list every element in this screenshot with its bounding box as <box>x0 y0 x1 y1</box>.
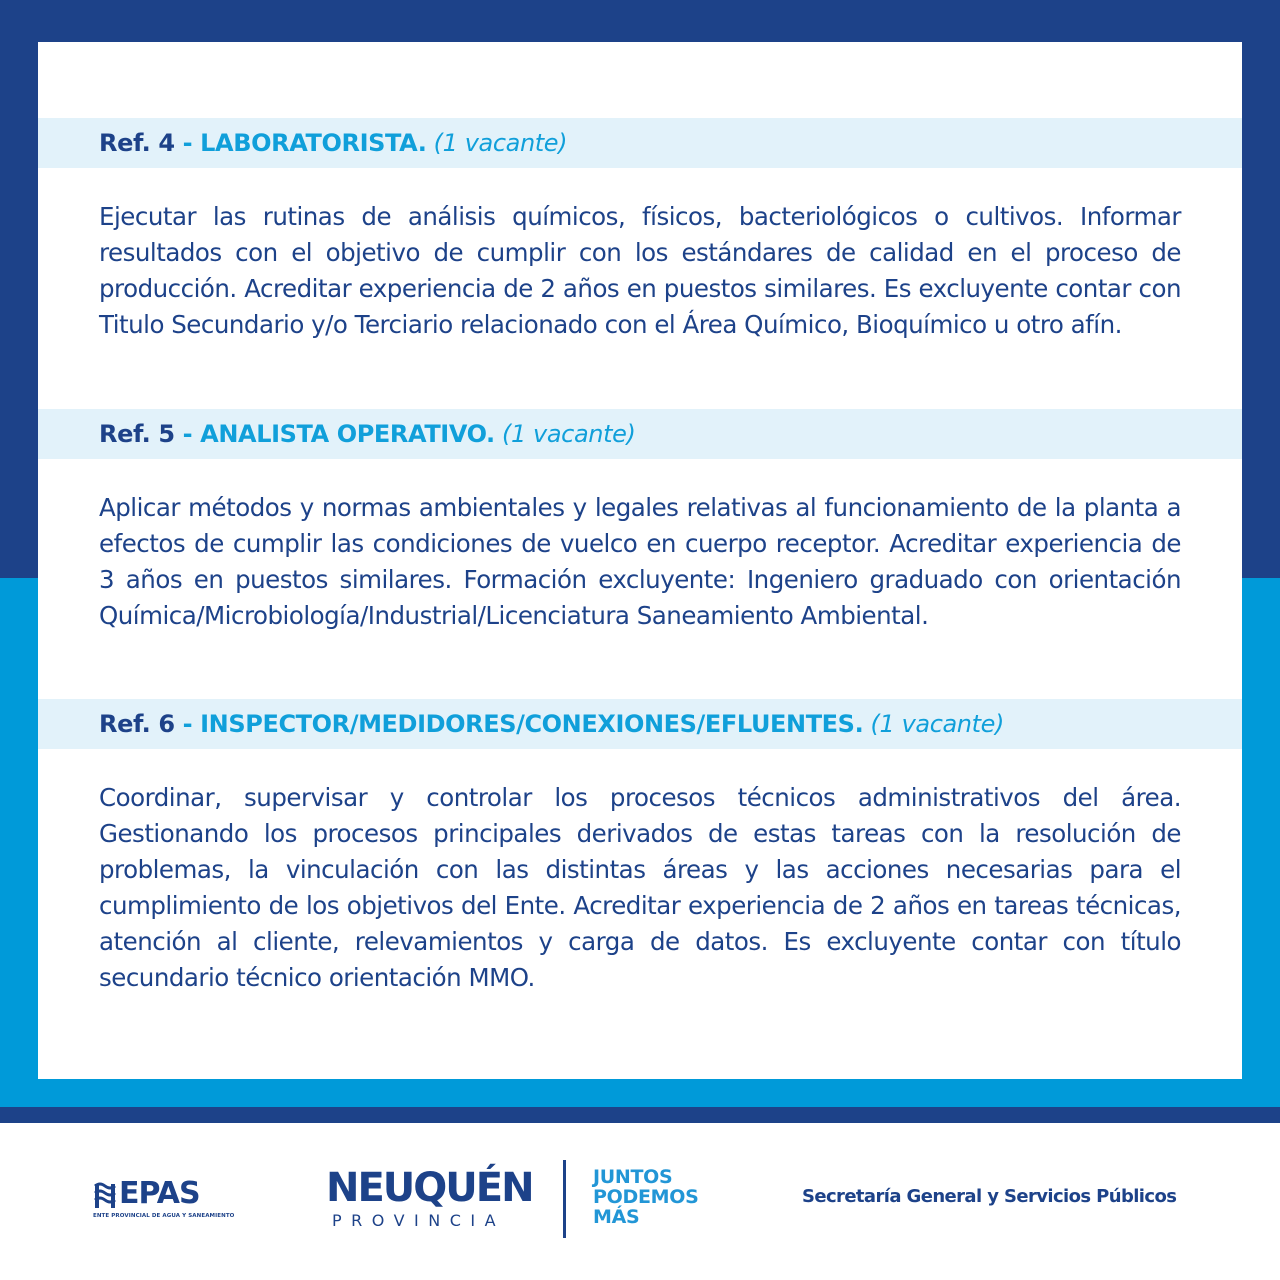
dash-separator: - <box>174 129 201 157</box>
section-body-ref-6: Coordinar, supervisar y controlar los procesos técnicos administrativos del área. Gestionando los procesos principales derivados de estas tareas con la resolución de problemas, la vinculación con las distintas áreas y las acciones necesarias para el cumplimiento de los objetivos del Ente. Acreditar experiencia de 2 años en tareas técnicas, atención al cliente, relevamientos y carga de datos. Es excluyente contar con título secundario técnico orientación MMO. <box>99 783 1181 992</box>
epas-logo <box>93 1176 253 1224</box>
epas-subtitle: ENTE PROVINCIAL DE AGUA Y SANEAMIENTO <box>93 1213 235 1219</box>
neuquen-wordmark: NEUQUÉN <box>326 1165 533 1211</box>
slogan-line-2: PODEMOS <box>593 1186 699 1208</box>
water-waves-icon <box>93 1180 119 1210</box>
slogan <box>593 1167 698 1227</box>
job-title: ANALISTA OPERATIVO. <box>200 420 495 448</box>
logo-divider <box>563 1160 566 1238</box>
section-header-ref-6 <box>38 699 1242 749</box>
vacancy-count: (1 vacante) <box>502 420 636 448</box>
neuquen-logo <box>326 1165 533 1235</box>
epas-wordmark: EPAS <box>119 1176 200 1211</box>
section-header-ref-5 <box>38 409 1242 459</box>
ref-number: Ref. 5 <box>99 420 175 448</box>
section-header-ref-4 <box>38 118 1242 168</box>
neuquen-subtitle: PROVINCIA <box>332 1211 506 1230</box>
slogan-line-3: MÁS <box>593 1206 640 1228</box>
dash-separator: - <box>174 420 201 448</box>
background-navy-strip <box>0 1107 1280 1123</box>
dash-separator: - <box>174 710 201 738</box>
section-body-ref-4: Ejecutar las rutinas de análisis químicos, físicos, bacteriológicos o cultivos. Informar resultados con el objetivo de cumplir con los estándares de calidad en el proceso de producción. Acreditar experiencia de 2 años en puestos similares. Es excluyente contar con Titulo Secundario y/o Terciario relacionado con el Área Químico, Bioquímico u otro afín. <box>99 202 1181 339</box>
ref-number: Ref. 6 <box>99 710 175 738</box>
section-body-ref-5: Aplicar métodos y normas ambientales y legales relativas al funcionamiento de la planta a efectos de cumplir las condiciones de vuelco en cuerpo receptor. Acreditar experiencia de 3 años en puestos similares. Formación excluyente: Ingeniero graduado con orientación Química/Microbiología/Industrial/Licenciatura Saneamiento Ambiental. <box>99 493 1181 630</box>
job-title: INSPECTOR/MEDIDORES/CONEXIONES/EFLUENTES. <box>200 710 864 738</box>
job-title: LABORATORISTA. <box>200 129 427 157</box>
content-card <box>38 42 1242 1079</box>
secretaria-label: Secretaría General y Servicios Públicos <box>802 1186 1177 1207</box>
ref-number: Ref. 4 <box>99 129 175 157</box>
vacancy-count: (1 vacante) <box>870 710 1004 738</box>
slogan-line-1: JUNTOS <box>593 1166 673 1188</box>
vacancy-count: (1 vacante) <box>433 129 568 157</box>
